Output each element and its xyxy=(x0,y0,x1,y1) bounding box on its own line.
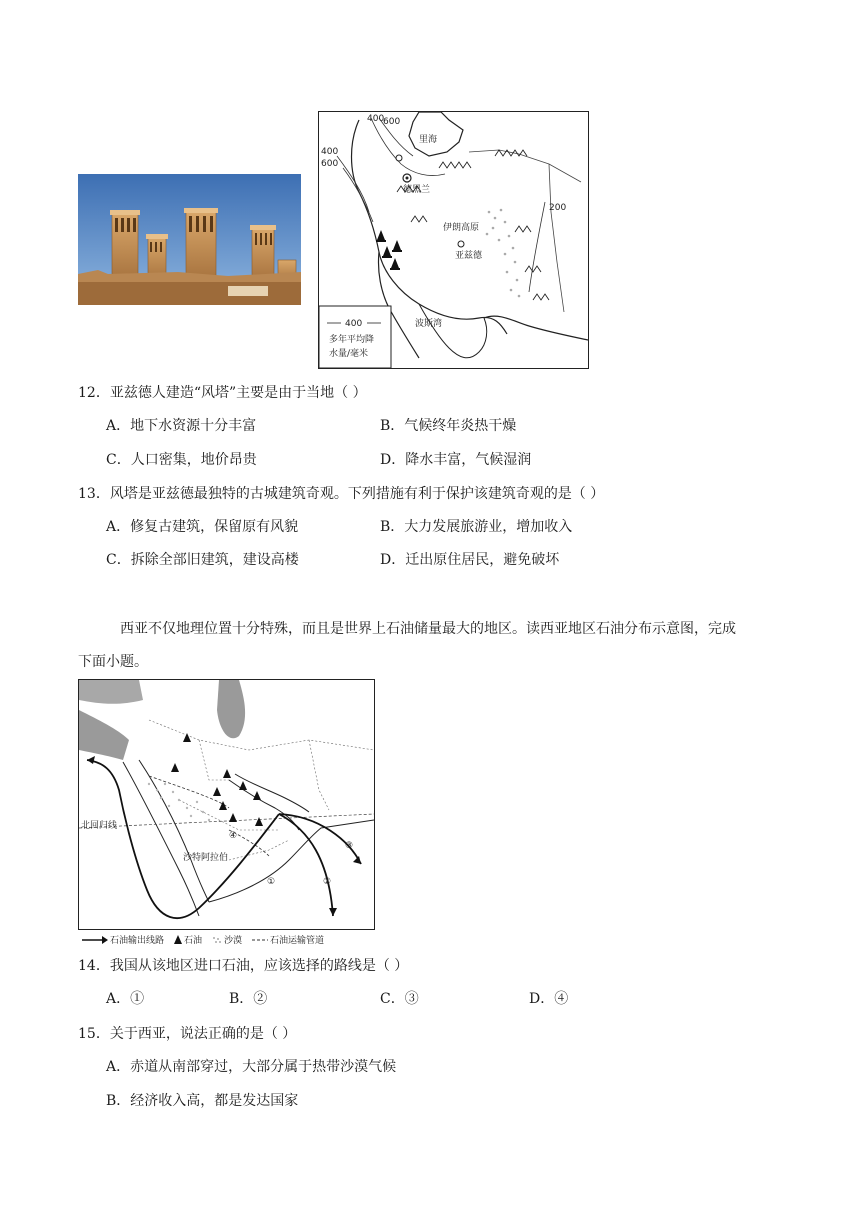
question-14-stem: 14．我国从该地区进口石油，应该选择的路线是（ ） xyxy=(78,958,409,974)
iso-600-top: 600 xyxy=(383,117,401,127)
legend-desc-2: 水量/毫米 xyxy=(329,349,369,359)
pipeline-icon xyxy=(252,937,268,943)
west-asia-map-svg xyxy=(79,680,374,929)
legend-oil: 石油 xyxy=(174,933,202,946)
legend-pipeline: 石油运输管道 xyxy=(252,933,324,946)
iso-200: 200 xyxy=(549,203,567,213)
q13-option-d[interactable]: D．迁出原住居民，避免破坏 xyxy=(380,552,560,568)
question-13-stem: 13．风塔是亚兹德最独特的古城建筑奇观。下列措施有利于保护该建筑奇观的是（ ） xyxy=(78,486,605,502)
tehran-label: 德黑兰 xyxy=(403,185,431,195)
legend-route: 石油输出线路 xyxy=(82,933,164,946)
route-2-label: ② xyxy=(323,877,332,887)
question-15-stem: 15．关于西亚，说法正确的是（ ） xyxy=(78,1026,297,1042)
route-4-label: ④ xyxy=(229,831,238,841)
caspian-label: 里海 xyxy=(419,135,438,145)
legend-desert: 沙漠 xyxy=(212,933,242,946)
passage-line-1: 西亚不仅地理位置十分特殊，而且是世界上石油储量最大的地区。读西亚地区石油分布示意图，完成 xyxy=(120,621,736,637)
iran-map-svg xyxy=(319,112,588,368)
q13-option-c[interactable]: C．拆除全部旧建筑，建设高楼 xyxy=(106,552,299,568)
iran-precipitation-map xyxy=(318,111,589,369)
q13-option-a[interactable]: A．修复古建筑，保留原有风貌 xyxy=(106,519,299,535)
yazd-marker xyxy=(458,241,464,247)
q15-option-b[interactable]: B．经济收入高，都是发达国家 xyxy=(106,1093,299,1109)
wind-tower-photo xyxy=(78,174,301,305)
legend-desc-1: 多年平均降 xyxy=(329,335,375,345)
q12-option-b[interactable]: B．气候终年炎热干燥 xyxy=(380,418,517,434)
desert-icon xyxy=(212,936,222,944)
q14-option-a[interactable]: A．① xyxy=(106,991,145,1007)
map2-legend xyxy=(82,933,330,946)
tropic-line xyxy=(79,814,374,828)
q12-option-a[interactable]: A．地下水资源十分丰富 xyxy=(106,418,257,434)
passage-line-2: 下面小题。 xyxy=(78,654,148,670)
q12-option-c[interactable]: C．人口密集，地价昂贵 xyxy=(106,452,257,468)
q12-option-d[interactable]: D．降水丰富，气候湿润 xyxy=(380,452,532,468)
route-2 xyxy=(279,814,333,916)
route-3-label: ③ xyxy=(345,841,354,851)
q14-option-d[interactable]: D．④ xyxy=(529,991,569,1007)
q15-option-a[interactable]: A．赤道从南部穿过，大部分属于热带沙漠气候 xyxy=(106,1059,397,1075)
arrow-icon xyxy=(82,936,108,944)
wind-tower-symbols xyxy=(376,230,402,270)
question-12-stem: 12．亚兹德人建造“风塔”主要是由于当地（ ） xyxy=(78,385,367,401)
west-asia-oil-map xyxy=(78,679,375,930)
oil-symbols xyxy=(171,733,263,826)
q13-option-b[interactable]: B．大力发展旅游业，增加收入 xyxy=(380,519,573,535)
yazd-label: 亚兹德 xyxy=(455,251,483,261)
legend-line-value: 400 xyxy=(345,319,363,329)
route-1 xyxy=(87,760,279,918)
plateau-label: 伊朗高原 xyxy=(443,223,480,233)
iso-400-left: 400 xyxy=(321,147,339,157)
q14-option-c[interactable]: C．③ xyxy=(380,991,419,1007)
oil-icon xyxy=(174,935,182,944)
iso-400-top: 400 xyxy=(367,114,385,124)
gulf-label: 波斯湾 xyxy=(415,319,443,329)
caspian-dot xyxy=(396,155,402,161)
wind-tower-illustration xyxy=(78,174,301,305)
saudi-label: 沙特阿拉伯 xyxy=(183,853,229,863)
iso-600-left: 600 xyxy=(321,159,339,169)
tropic-label: 北回归线 xyxy=(81,821,118,831)
route-1-label: ① xyxy=(267,877,276,887)
q14-option-b[interactable]: B．② xyxy=(229,991,268,1007)
